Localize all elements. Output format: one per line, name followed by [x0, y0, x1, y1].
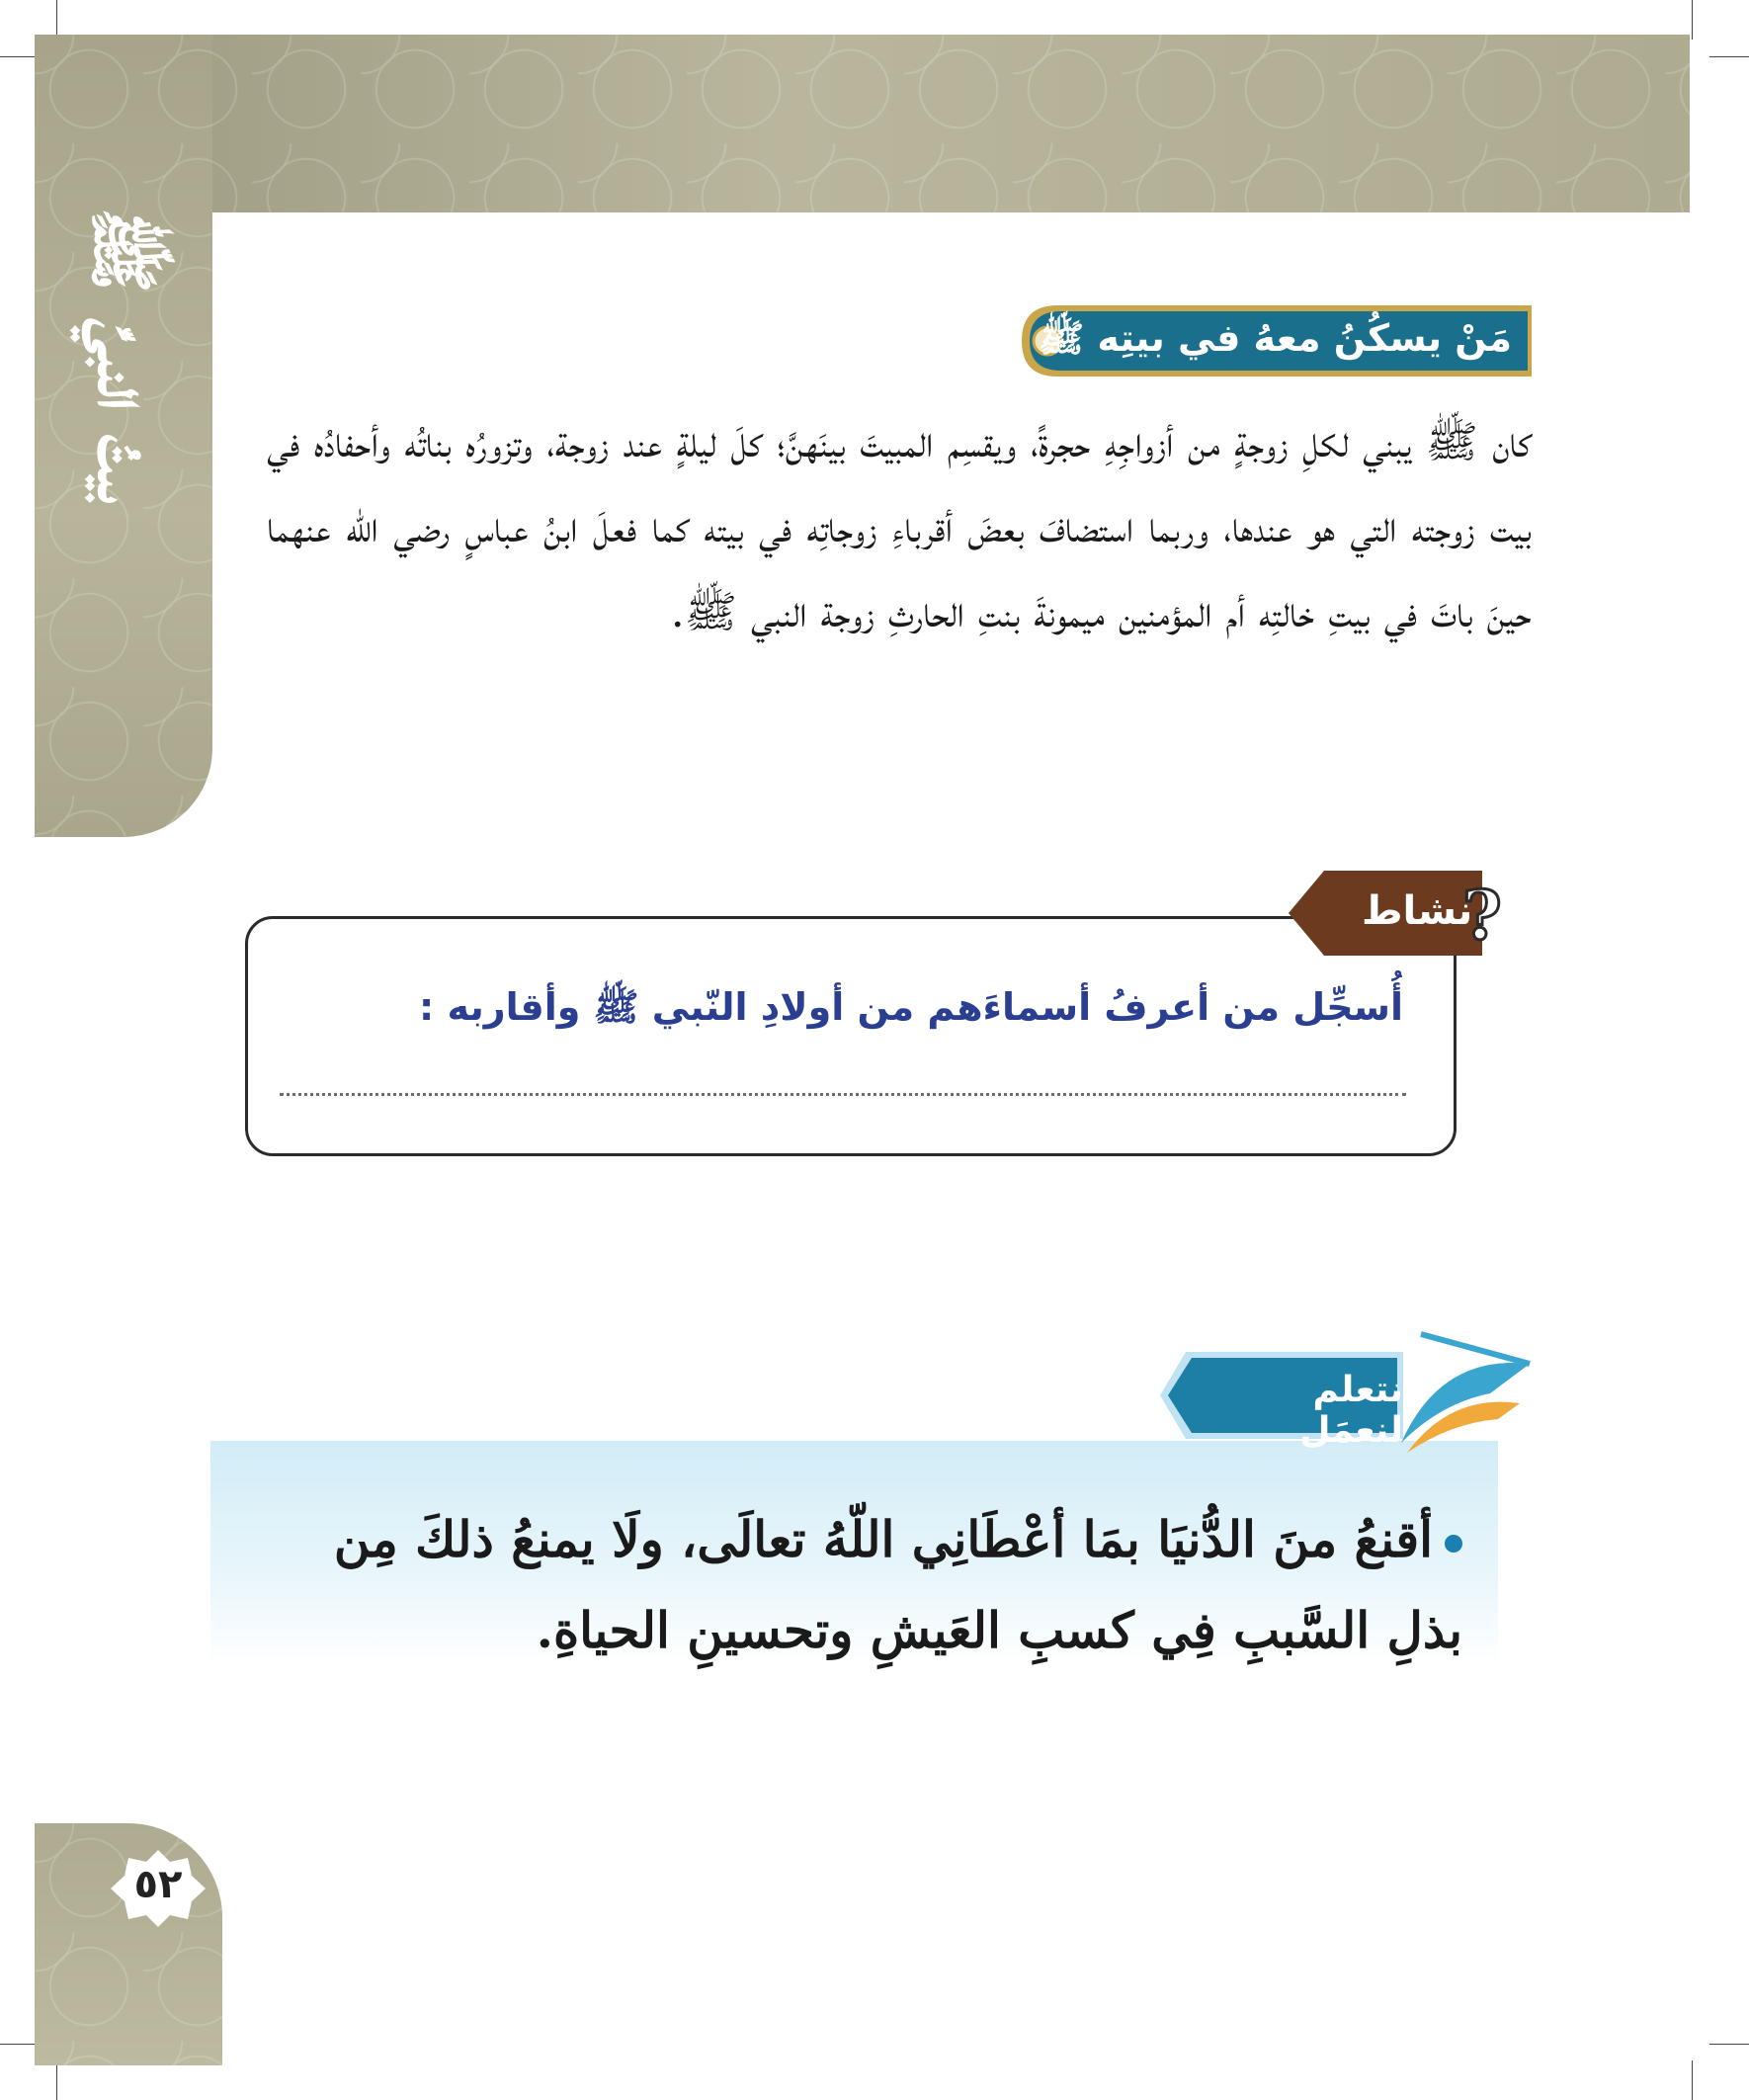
activity-label: نشاط: [1362, 888, 1473, 934]
top-decorative-band: [35, 35, 1690, 212]
page-number: ٥٢: [133, 1862, 183, 1907]
section-header: [1018, 301, 1532, 380]
crop-mark: [56, 2060, 57, 2100]
crop-mark: [1692, 0, 1693, 40]
book-icon: [1381, 1324, 1540, 1463]
crop-mark: [1709, 56, 1749, 57]
learn-text: [247, 1494, 1462, 1676]
answer-line[interactable]: [280, 1093, 1406, 1096]
crop-mark: [0, 56, 40, 57]
section-title: مَنْ يسكُنُ معهُ في بيتِه ﷺ: [1039, 316, 1512, 360]
crop-mark: [1692, 2060, 1693, 2100]
learn-label: نتعلم لنعمَل: [1299, 1370, 1403, 1451]
activity-prompt: أُسجِّل من أعرفُ أسماءَهم من أولادِ النّبي ﷺ وأقاربه :: [419, 985, 1403, 1029]
bullet-icon: [1445, 1535, 1462, 1553]
crop-mark: [1709, 2044, 1749, 2045]
crop-mark: [0, 2044, 40, 2045]
activity-tag: [1285, 867, 1502, 960]
side-title: بيتُ النبيِّ ﷺ: [82, 208, 166, 504]
page-number-badge: [109, 1848, 208, 1929]
question-mark-icon: ?: [1462, 877, 1502, 956]
body-paragraph: كان ﷺ يبني لكلِ زوجةٍ من أزواجِهِ حجرةً، ويقسِم المبيتَ بينَهنَّ؛ كلَ ليلةٍ عند زوجة، وتزورُه بناتُه وأحفادُه في بيت زوجته التي هو عندها، وربما استضافَ بعضَ أقرباءِ زوجاتِه في بيته كما فعلَ ابنُ عباسٍ رضي الله عنهما حينَ باتَ في بيتِ خالتِه أم المؤمنين ميمونةَ بنتِ الحارثِ زوجة النبي ﷺ.: [267, 417, 1532, 637]
crop-mark: [56, 0, 57, 40]
learn-text-content: أقنعُ منَ الدُّنيَا بمَا أعْطَانِي اللّهُ تعالَى، ولَا يمنعُ ذلكَ مِن بذلِ السَّببِ فِي كسبِ العَيشِ وتحسينِ الحياةِ.: [333, 1510, 1462, 1659]
learn-tag: [1156, 1346, 1403, 1451]
